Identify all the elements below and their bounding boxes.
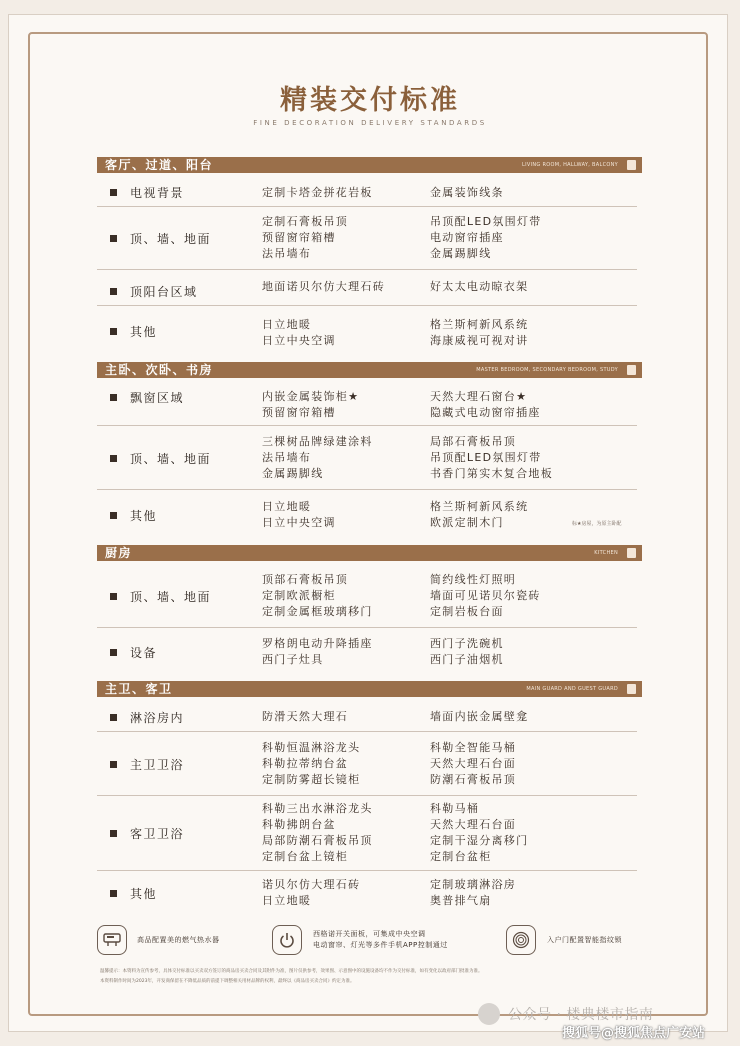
section-title: 主卫、客卫 [105,682,173,696]
page-title: 精装交付标准 [280,85,460,116]
row-label: 客卫卫浴 [110,825,184,842]
row-col2: 格兰斯柯新风系统 欧派定制木门 [430,500,529,529]
row-col2: 定制玻璃淋浴房 奥普排气扇 [430,878,517,907]
row-col1: 定制卡塔金拼花岩板 [262,186,373,199]
row-divider [97,269,637,270]
section-title: 客厅、过道、阳台 [105,158,214,172]
section-mark-icon [627,548,636,558]
row-col1: 防滑天然大理石 [262,710,349,723]
bullet-icon [110,761,117,768]
section-title: 主卧、次卧、书房 [105,363,214,377]
row-col2: 墙面内嵌金属壁龛 [430,710,529,723]
bullet-icon [110,649,117,656]
row-label: 顶、墙、地面 [110,588,211,605]
row-col2: 好太太电动晾衣架 [430,280,529,293]
row-label: 淋浴房内 [110,709,184,726]
row-col1: 定制石膏板吊顶 预留窗帘箱槽 法吊墙布 [262,215,349,260]
feature-water-heater-text: 高品配置美的燃气热水器 [137,936,220,944]
row-label: 设备 [110,644,157,661]
row-col2: 科勒全智能马桶 天然大理石台面 防潮石膏板吊顶 [430,741,517,786]
bullet-icon [110,512,117,519]
row-divider [97,870,637,871]
section-mark-icon [627,160,636,170]
row-col1: 日立地暖 日立中央空调 [262,318,336,347]
section-header-living [97,157,642,173]
fingerprint-lock-icon [506,925,536,955]
row-col1: 顶部石膏板吊顶 定制欧派橱柜 定制金属框玻璃移门 [262,573,373,618]
row-label: 顶、墙、地面 [110,230,211,247]
row-divider [97,795,637,796]
footnote-line: 温馨提示：本资料为宣传参考，具体交付标准以买卖双方签订的商品房买卖合同及其附件为准，图片仅供参考，效果图、示意图中的设施设备均不作为交付标准，如有变化以政府部门批准为准。 [100,969,483,974]
section-title: 厨房 [105,546,133,560]
row-divider [97,305,637,306]
row-col2: 吊顶配LED氛围灯带 电动窗帘插座 金属踢脚线 [430,215,542,260]
row-col1: 地面诺贝尔仿大理石砖 [262,280,385,293]
row-col1: 内嵌金属装饰柜★ 预留窗帘箱槽 [262,390,360,419]
row-col1: 科勒三出水淋浴龙头 科勒拂朗台盆 局部防潮石膏板吊顶 定制台盆上镜柜 [262,802,373,863]
power-switch-icon [272,925,302,955]
row-divider [97,627,637,628]
row-col2: 简约线性灯照明 墙面可见诺贝尔瓷砖 定制岩板台面 [430,573,541,618]
bullet-icon [110,394,117,401]
row-col2: 科勒马桶 天然大理石台面 定制干湿分离移门 定制台盆柜 [430,802,529,863]
row-label: 电视背景 [110,184,184,201]
bullet-icon [110,328,117,335]
row-col2: 西门子洗碗机 西门子油烟机 [430,637,504,666]
row-label: 主卫卫浴 [110,756,184,773]
bullet-icon [110,189,117,196]
row-col1: 罗格朗电动升降插座 西门子灶具 [262,637,373,666]
row-label: 其他 [110,885,157,902]
sohu-watermark: 搜狐号@搜狐焦点广安站 [562,1026,706,1041]
section-mark-icon [627,365,636,375]
bullet-icon [110,288,117,295]
row-label: 飘窗区域 [110,389,184,406]
bullet-icon [110,714,117,721]
wechat-logo-icon [478,1003,500,1025]
feature-switch-text: 西格诺开关面板，可集成中央空调 电动窗帘、灯光等多件手机APP控制通过 [313,930,448,949]
section-header-bedroom [97,362,642,378]
bullet-icon [110,830,117,837]
section-subtitle-en: MASTER BEDROOM, SECONDARY BEDROOM, STUDY [476,367,618,373]
section-subtitle-en: KITCHEN [594,550,618,556]
page-subtitle: FINE DECORATION DELIVERY STANDARDS [253,119,487,127]
row-divider [97,206,637,207]
row-col2: 天然大理石窗台★ 隐藏式电动窗帘插座 [430,390,541,419]
row-divider [97,731,637,732]
section-header-kitchen [97,545,642,561]
row-label: 其他 [110,323,157,340]
section-header-bathroom [97,681,642,697]
row-label: 其他 [110,507,157,524]
row-col1: 日立地暖 日立中央空调 [262,500,336,529]
row-col1: 三棵树品牌绿建涂料 法吊墙布 金属踢脚线 [262,435,373,480]
star-note: 标★房屋，为原主卧配 [572,521,622,527]
row-col1: 诺贝尔仿大理石砖 日立地暖 [262,878,361,907]
bullet-icon [110,235,117,242]
feature-fingerprint-text: 入户门配置智能指纹锁 [547,936,622,944]
row-col2: 局部石膏板吊顶 吊顶配LED氛围灯带 书香门第实木复合地板 [430,435,553,480]
row-label: 顶阳台区域 [110,283,198,300]
row-col2: 金属装饰线条 [430,186,504,199]
bullet-icon [110,890,117,897]
bullet-icon [110,593,117,600]
section-subtitle-en: MAIN GUARD AND GUEST GUARD [526,686,618,692]
row-label: 顶、墙、地面 [110,450,211,467]
row-col2: 格兰斯柯新风系统 海康威视可视对讲 [430,318,529,347]
bullet-icon [110,455,117,462]
row-col1: 科勒恒温淋浴龙头 科勒拉蒂纳台盆 定制防雾超长镜柜 [262,741,361,786]
wechat-watermark: 公众号 · 楼典楼市指南 [508,1007,654,1023]
section-mark-icon [627,684,636,694]
row-divider [97,489,637,490]
footnote-line: 本资料制作时间为2023年，开发商保留在不降低品质的前提下调整相关用材品牌的权利，最终以《商品房买卖合同》约定为准。 [100,979,355,984]
row-divider [97,425,637,426]
water-heater-icon [97,925,127,955]
section-subtitle-en: LIVING ROOM, HALLWAY, BALCONY [522,162,618,168]
